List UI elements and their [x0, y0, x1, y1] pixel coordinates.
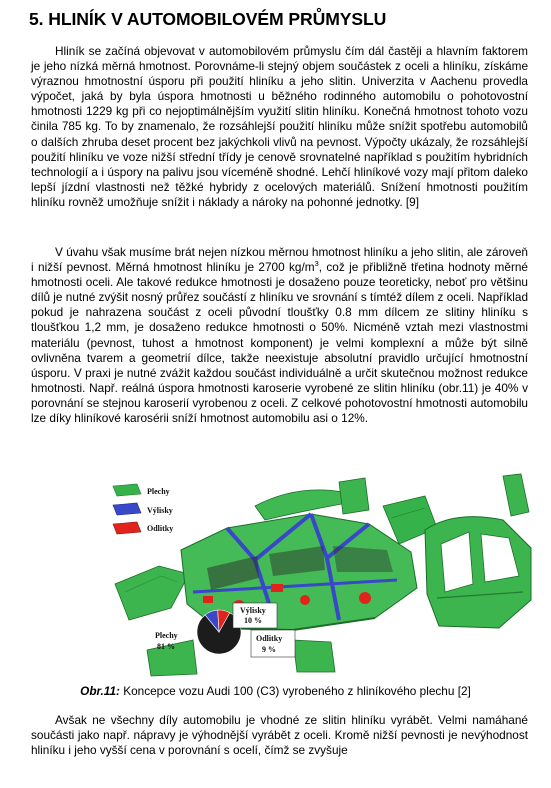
paragraph-2: [31, 245, 528, 426]
caption-text: Koncepce vozu Audi 100 (C3) vyrobeného z hliníkového plechu [2]: [119, 684, 471, 698]
legend-label-odlitky: Odlitky: [147, 524, 174, 533]
caption-label: Obr.11:: [80, 684, 120, 698]
paragraph-3: Avšak ne všechny díly automobilu je vhodné ze slitin hliníku vyrábět. Velmi namáhané součásti jako např. nápravy je výhodnější vyrábět z oceli. Kromě nižší pevnosti je nevýhodnost hliníku i jeho vyšší cena v porovnání s ocelí, čímž se zvyšuje: [31, 713, 528, 758]
side-frame-image: [425, 517, 531, 628]
pie-label-vylisky-name: Výlisky: [240, 606, 266, 615]
legend-label-vylisky: Výlisky: [147, 506, 173, 515]
paragraph-2-part-1: V úvahu však musíme brát nejen nízkou měrnou hmotnost hliníku a jeho slitin, ale zároveň i nižší pevnost. Měrná hmotnost hliníku je 2700 kg/m: [31, 245, 528, 275]
pie-label-plechy-value: 81 %: [157, 642, 175, 651]
legend-label-plechy: Plechy: [147, 487, 170, 496]
paragraph-2-part-2: , což je přibližně třetina hodnoty měrné hmotnosti oceli. Ale takové redukce hmotnosti je dosaženo pouze teoreticky, neboť pro většinu dílů je nutné zvýšit nosný průřez součástí z hliníku ve srovnání s tímtéž dílem z oceli. Například pokud je nahrazena součást z oceli původní tloušťky 0.8 mm dílcem ze slitiny hliníku s tloušťkou 1,2 mm, je dosaženo redukce hmotnosti o 50%. Nicméně vztah mezi vlastnostmi materiálu (pevnost, tuhost a hmotnost komponent) je velmi komplexní a může být silně ovlivněna tvarem a geometrií dílce, takže neexistuje absolutní pravidlo určující hmotnostní úsporu. V praxi je nutné zvážit každou součást individuálně a určit skutečnou možnost redukce hmotnosti. Např. reálná úspora hmotnosti karoserie vyrobené ze slitin hliníku (obr.11) je 40% v porovnání se stejnou karoserií vyrobenou z oceli. Z celkové pohotovostní hmotnosti automobilu lze díky hliníkové karosérii sníží hmotnost automobilu asi o 12%.: [31, 260, 529, 426]
superscript-3: 3: [314, 259, 319, 269]
pie-label-plechy-name: Plechy: [155, 631, 178, 640]
hood-panel-image: [115, 566, 189, 620]
section-heading: 5. HLINÍK V AUTOMOBILOVÉM PRŮMYSLU: [29, 9, 387, 29]
legend-swatch-vylisky: [113, 503, 141, 515]
legend: [113, 484, 173, 534]
figure-caption: [0, 684, 551, 698]
pie-label-vylisky-value: 10 %: [244, 616, 262, 625]
door-panel-rear-image: [293, 640, 335, 672]
paragraph-1: Hliník se začíná objevovat v automobilovém průmyslu čím dál častěji a hlavním faktorem je jeho nízká měrná hmotnost. Porovnáme-li stejný objem součástek z oceli a hliníku, získáme výraznou hmotnostní úsporu při použití hliníku a jeho slitin. Univerzita v Aachenu provedla výpočet, jaká by byla úspora hmotnosti u běžného rodinného automobilu o pohotovostní hmotnosti 1229 kg při co nejoptimálnějším využití slitin hliníku. Konečná hmotnost tohoto vozu činila 785 kg. To by znamenalo, že rozsáhlejší použití hliníku může snížit spotřebu automobilů o dalších zhruba deset procent bez jakýchkoli vlivů na pevnost. Výpočty ukázaly, že rozsáhlejší použití hliníku ve voze nižší střední třídy je cenově srovnatelné například s použitím hybridních technologií a i úspory na palivu jsou víceméně shodné. Lehčí hliníkové vozy mají přitom daleko lepší jízdní vlastnosti než těžké hybridy z ocelových materiálů. Snížení hmotnosti použitím hliníku rovněž umožňuje snížit i náklady a nároky na pohonné jednotky. [9]: [31, 44, 528, 209]
door-panel-top-image: [339, 478, 369, 514]
pie-label-odlitky-value: 9 %: [262, 645, 276, 654]
figure-illustration: [107, 472, 542, 677]
pie-label-odlitky-name: Odlitky: [256, 634, 283, 643]
figure-audi-body: [107, 472, 542, 677]
legend-swatch-plechy: [113, 484, 141, 496]
legend-swatch-odlitky: [113, 522, 141, 534]
fender-image: [503, 474, 529, 516]
